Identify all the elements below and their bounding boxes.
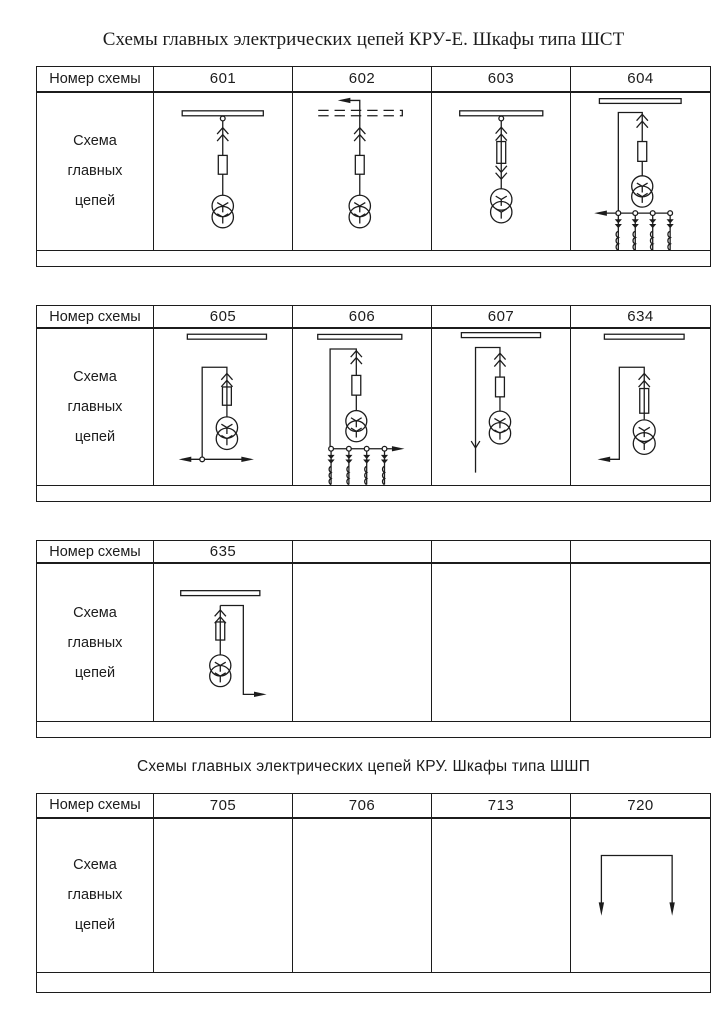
busbar: [460, 110, 543, 115]
table-shst-2: [36, 305, 711, 502]
table-header-row: [37, 306, 710, 329]
scheme-cell-602: [293, 93, 432, 251]
row-label-main-circuits: Схема главных цепей: [37, 329, 154, 485]
table-shst-3: [36, 540, 711, 738]
scheme-cell-720: [571, 819, 710, 972]
transformer-icon: [632, 175, 653, 206]
scheme-605-diagram: [154, 329, 292, 485]
scheme-number-header: Номер схемы: [37, 794, 154, 817]
scheme-634-diagram: [571, 329, 710, 485]
scheme-number-706: 706: [293, 794, 432, 817]
scheme-635-diagram: [154, 564, 292, 721]
busbar: [599, 98, 681, 103]
scheme-cell-606: [293, 329, 432, 485]
busbar: [604, 334, 684, 339]
right-arrow: [392, 446, 405, 451]
fuse: [218, 155, 227, 174]
scheme-number-601: 601: [154, 67, 293, 91]
scheme-cell-607: [432, 329, 571, 485]
fuse: [496, 377, 505, 397]
fuse: [638, 141, 647, 161]
table-body-row: [37, 93, 710, 252]
page-title-shst: Схемы главных электрических цепей КРУ-Е. Шкафы типа ШСТ: [102, 29, 625, 50]
bridge-link: [601, 855, 672, 903]
down-arrow: [669, 902, 674, 915]
busbar: [461, 333, 540, 338]
right-arrow: [241, 457, 254, 462]
scheme-number-603: 603: [432, 67, 571, 91]
scheme-number-empty-2: [432, 541, 571, 562]
scheme-cell-empty-1: [293, 564, 432, 721]
transformer-icon: [216, 417, 237, 450]
busbar: [182, 110, 263, 115]
left-arrow: [598, 457, 611, 462]
row-label-main-circuits: Схема главных цепей: [37, 819, 154, 972]
scheme-606-diagram: [293, 329, 431, 485]
scheme-number-705: 705: [154, 794, 293, 817]
left-arrow: [338, 97, 351, 102]
table-body-row: [37, 329, 710, 486]
transformer-icon: [346, 411, 367, 442]
scheme-number-606: 606: [293, 306, 432, 327]
scheme-number-713: 713: [432, 794, 571, 817]
fuse: [355, 155, 364, 174]
scheme-cell-713: [432, 819, 571, 972]
scheme-number-720: 720: [627, 796, 654, 814]
table-body-row: [37, 819, 710, 973]
table-header-row: [37, 794, 710, 819]
scheme-cell-empty-3: [571, 564, 710, 721]
busbar: [318, 334, 402, 339]
transformer-icon: [633, 420, 655, 455]
scheme-number-605: 605: [154, 306, 293, 327]
scheme-607-diagram: [432, 329, 570, 485]
table-header-row: [37, 67, 710, 93]
scheme-number-header: Номер схемы: [37, 67, 154, 91]
table-header-row: [37, 541, 710, 564]
scheme-number-602: 602: [293, 67, 432, 91]
scheme-cell-601: [154, 93, 293, 251]
table-shshp: [36, 793, 711, 993]
down-arrow: [599, 902, 604, 915]
scheme-number-empty-3: [571, 541, 710, 562]
row-label-main-circuits: Схема главных цепей: [37, 93, 154, 251]
scheme-cell-635: [154, 564, 293, 721]
table-body-row: [37, 564, 710, 722]
feeder-branches: [328, 446, 389, 484]
scheme-number-607: 607: [432, 306, 571, 327]
busbar: [181, 591, 260, 596]
scheme-cell-706: [293, 819, 432, 972]
busbar: [187, 334, 266, 339]
scheme-number-empty-1: [293, 541, 432, 562]
scheme-603-diagram: [432, 93, 570, 251]
scheme-cell-empty-2: [432, 564, 571, 721]
scheme-604-diagram: [571, 93, 710, 251]
scheme-cell-603: [432, 93, 571, 251]
scheme-cell-634: [571, 329, 710, 485]
scheme-cell-605: [154, 329, 293, 485]
scheme-number-634: 634: [627, 308, 654, 325]
transformer-icon: [489, 411, 510, 444]
scheme-number-header: Номер схемы: [37, 306, 154, 327]
left-arrow: [594, 210, 607, 215]
scheme-number-635: 635: [154, 541, 293, 562]
feeder-branches: [615, 210, 674, 249]
transformer-icon: [349, 195, 370, 228]
page-title-shshp: Схемы главных электрических цепей КРУ. Шкафы типа ШШП: [136, 758, 591, 775]
scheme-602-diagram: [293, 93, 431, 251]
scheme-601-diagram: [154, 93, 292, 251]
scheme-number-604: 604: [627, 70, 654, 88]
right-arrow: [254, 692, 267, 697]
scheme-720-diagram: [571, 819, 710, 972]
scheme-cell-604: [571, 93, 710, 251]
fuse: [352, 375, 361, 395]
transformer-icon: [210, 655, 231, 687]
table-shst-1: [36, 66, 711, 267]
transformer-icon: [491, 188, 512, 222]
left-arrow: [179, 457, 192, 462]
scheme-number-header: Номер схемы: [37, 541, 154, 562]
scheme-cell-705: [154, 819, 293, 972]
transformer-icon: [212, 195, 233, 228]
row-label-main-circuits: Схема главных цепей: [37, 564, 154, 721]
